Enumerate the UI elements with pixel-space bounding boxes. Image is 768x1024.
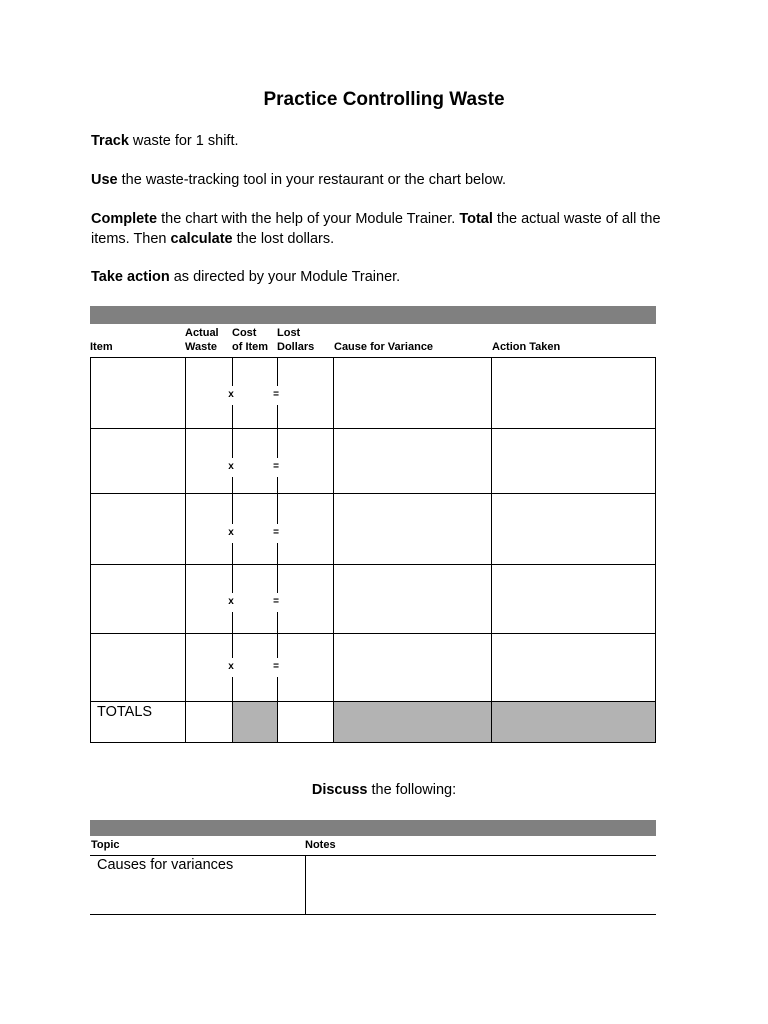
totals-cost-cell-shaded	[233, 702, 277, 743]
equals-sign: =	[273, 389, 279, 400]
column-divider	[305, 855, 306, 915]
header-notes: Notes	[305, 839, 336, 851]
instruction-take-action: Take action as directed by your Module Trainer.	[91, 269, 401, 285]
multiply-sign: x	[228, 461, 234, 472]
multiply-sign: x	[228, 527, 234, 538]
row-divider	[90, 357, 656, 358]
row-divider	[90, 633, 656, 634]
multiply-sign: x	[228, 389, 234, 400]
equals-sign: =	[273, 596, 279, 607]
topic-cell-causes-for-variances: Causes for variances	[97, 857, 234, 873]
row-divider	[90, 493, 656, 494]
header-lost-dollars: Lost Dollars	[277, 327, 315, 353]
column-divider	[655, 357, 656, 743]
instruction-complete: Complete the chart with the help of your Module Trainer. Total the actual waste of all the items. Then calculate the lost dollars.	[91, 211, 661, 247]
row-divider	[90, 701, 656, 702]
equals-sign: =	[273, 661, 279, 672]
equals-sign: =	[273, 527, 279, 538]
totals-label: TOTALS	[97, 704, 153, 720]
column-divider	[491, 357, 492, 743]
column-divider	[90, 357, 91, 743]
row-divider	[90, 914, 656, 915]
topic-table-header-bar	[90, 820, 656, 836]
row-divider	[90, 564, 656, 565]
row-divider	[90, 428, 656, 429]
page-title: Practice Controlling Waste	[263, 89, 505, 110]
header-cost-of-item: Cost of Item	[232, 327, 269, 353]
instruction-track: Track waste for 1 shift.	[91, 133, 239, 149]
multiply-sign: x	[228, 596, 234, 607]
totals-cause-action-cells-shaded	[334, 702, 655, 743]
header-item: Item	[90, 341, 113, 353]
row-divider	[90, 855, 656, 856]
equals-sign: =	[273, 461, 279, 472]
row-divider	[90, 742, 656, 743]
header-actual-waste: Actual Waste	[185, 327, 219, 353]
column-divider	[185, 357, 186, 743]
multiply-sign: x	[228, 661, 234, 672]
discuss-heading: Discuss the following:	[311, 782, 457, 798]
instruction-use: Use the waste-tracking tool in your restaurant or the chart below.	[91, 172, 507, 188]
header-topic: Topic	[91, 839, 120, 851]
column-divider	[333, 357, 334, 743]
header-cause-for-variance: Cause for Variance	[334, 341, 434, 353]
waste-table-header-bar	[90, 306, 656, 324]
header-action-taken: Action Taken	[492, 341, 561, 353]
